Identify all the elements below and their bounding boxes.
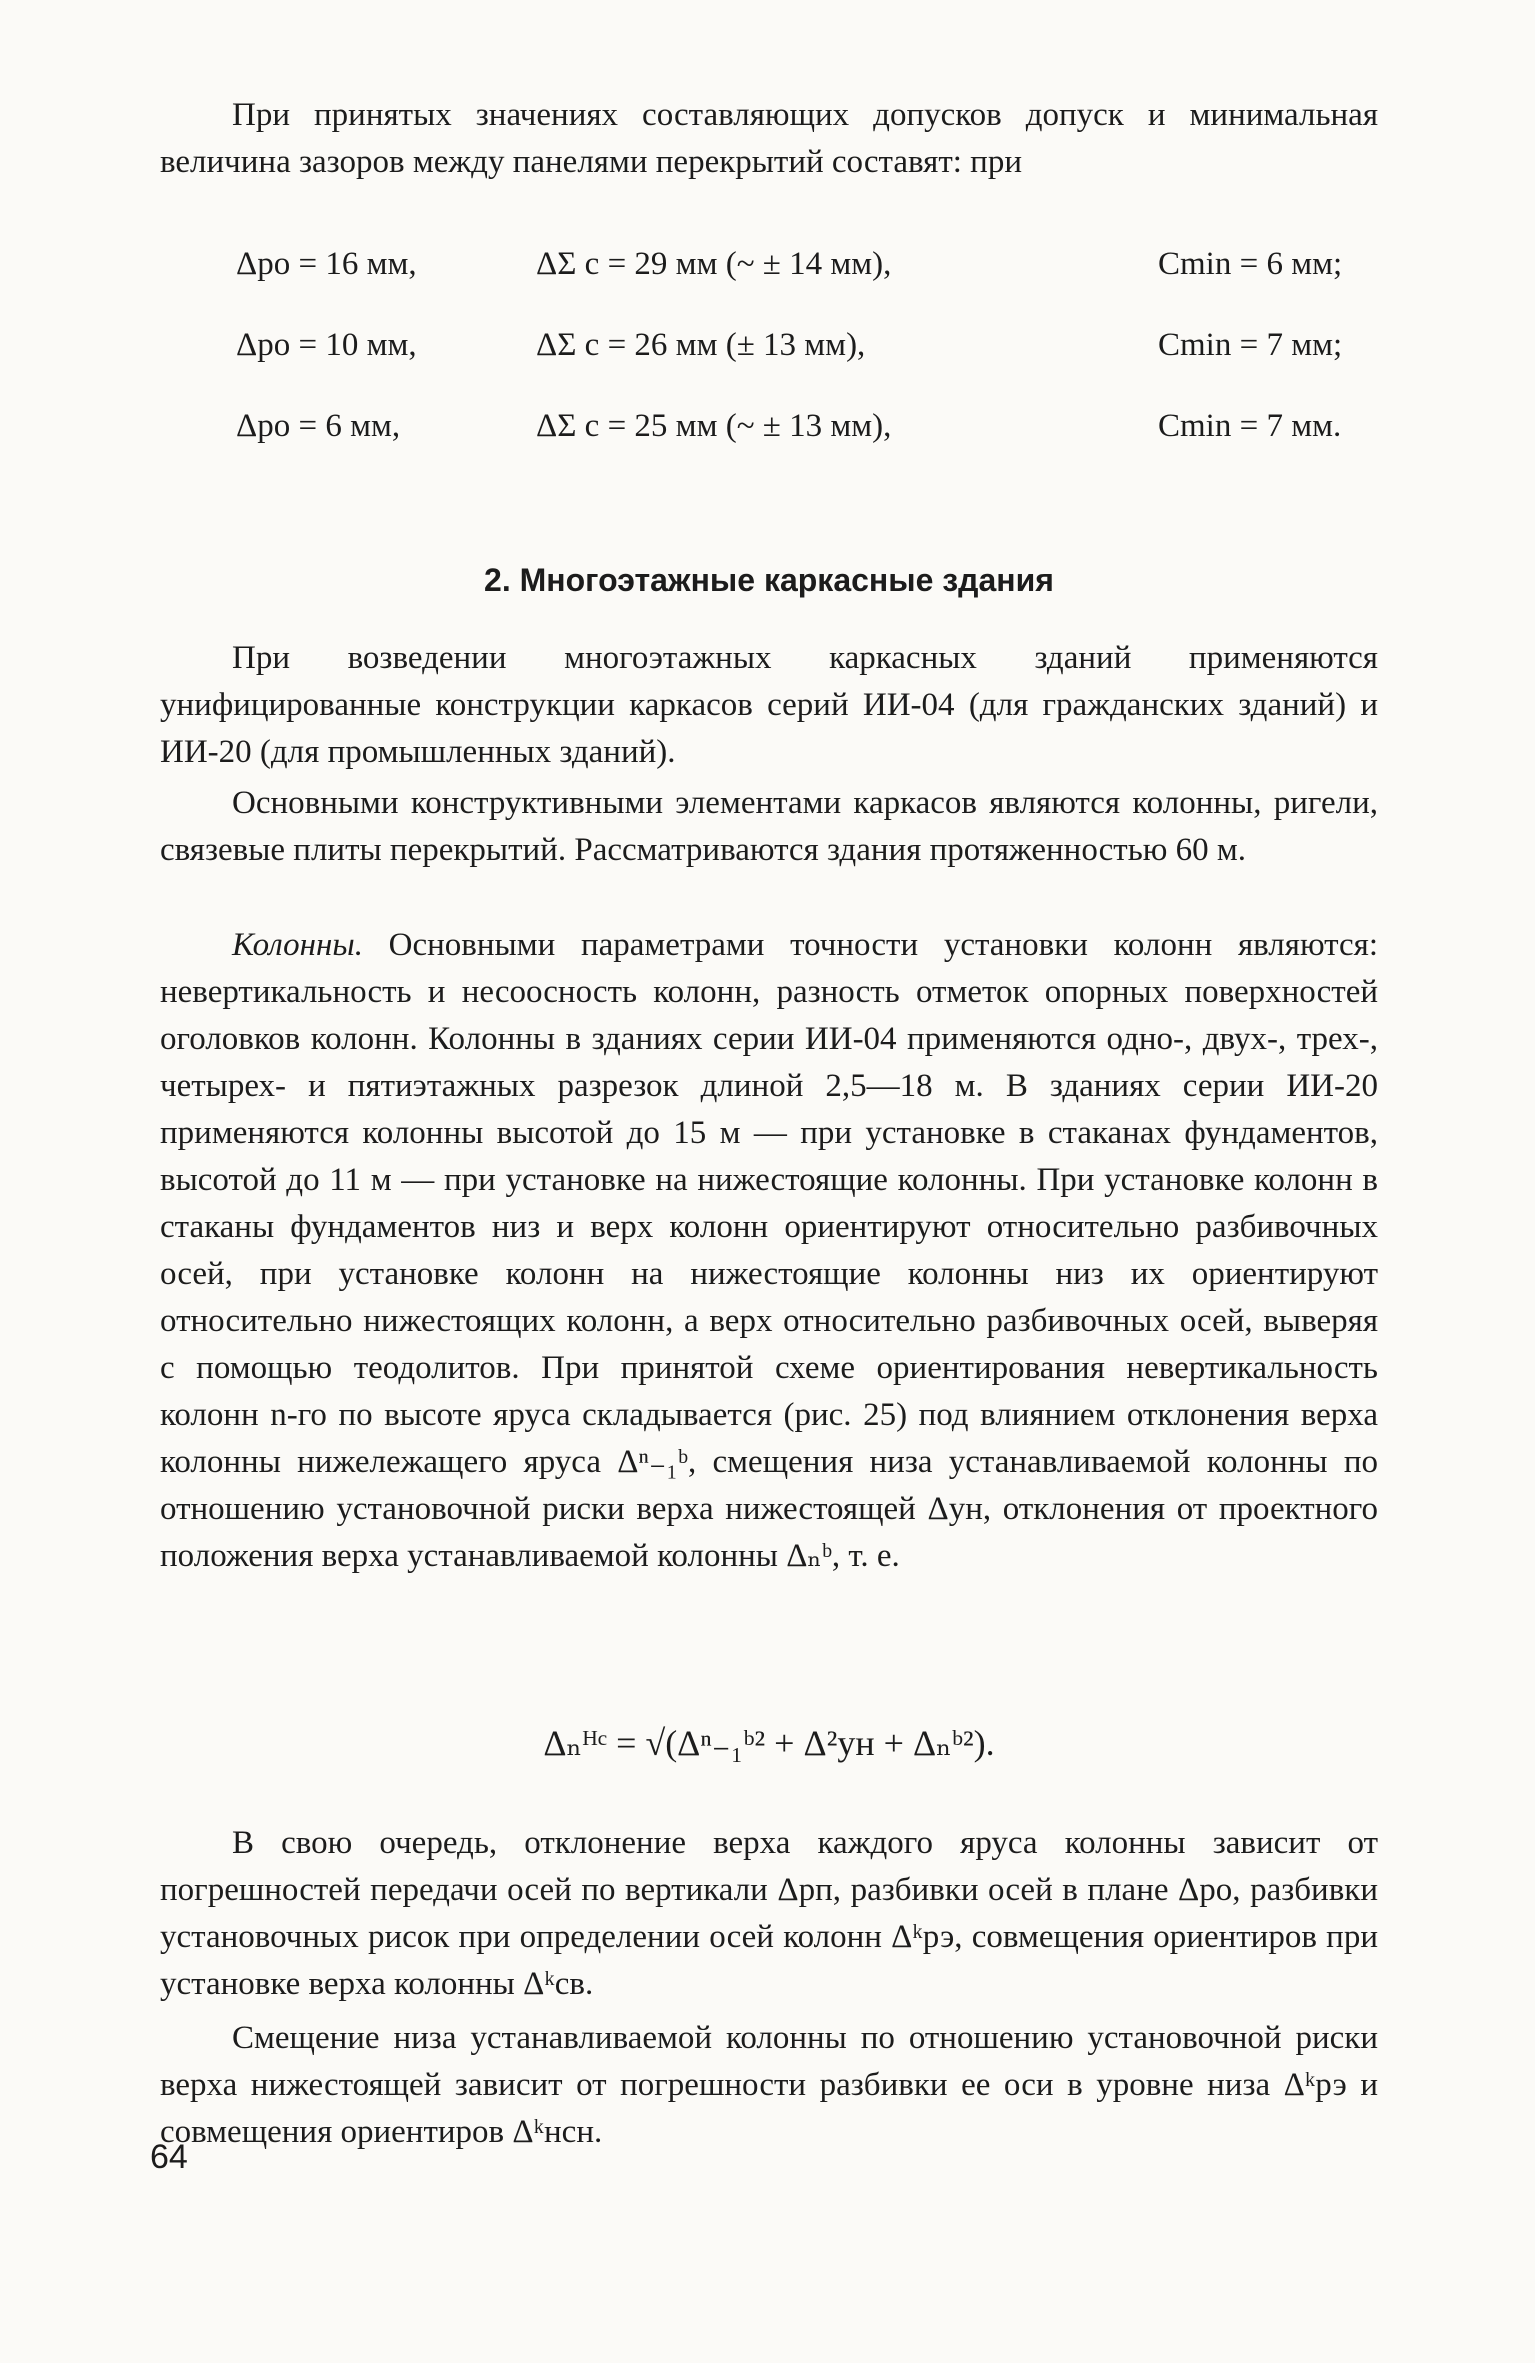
- formula: Δₙᴴᶜ = √(Δⁿ₋₁ᵇ² + Δ²ун + Δₙᵇ²).: [543, 1723, 995, 1763]
- tolerance-row: [236, 246, 1378, 306]
- paragraph-series: При возведении многоэтажных каркасных зданий применяются унифицированные конструкции каркасов серий ИИ-04 (для гражданских зданий) и ИИ-20 (для промышленных зданий).: [160, 640, 1378, 770]
- dsum-value: ΔΣ с = 26 мм (± 13 мм),: [536, 327, 866, 363]
- cmin-value: Cmin = 6 мм;: [1158, 246, 1343, 282]
- columns-text: Основными параметрами точности установки колонн являются: невертикальность и несоосность колонн, разность отметок опорных поверхностей оголовков колонн. Колонны в зданиях серии ИИ-04 применяются одно-, двух-, трех-, четырех- и пятиэтажных разрезок длиной 2,5—18 м. В зданиях серии ИИ-20 применяются колонны высотой до 15 м — при установке в стаканах фундаментов, высотой до 11 м — при установке на нижестоящие колонны. При установке колонн в стаканы фундаментов низ и верх колонн ориентируют относительно разбивочных осей, при установке колонн на нижестоящие колонны низ их ориентируют относительно нижестоящих колонн, а верх относительно разбивочных осей, выверяя с помощью теодолитов. При принятой схеме ориентирования невертикальность колонн n-го по высоте яруса складывается (рис. 25) под влиянием отклонения верха колонны нижележащего яруса Δⁿ₋₁ᵇ, смещения низа устанавливаемой колонны по отношению установочной риски верха нижестоящей Δун, отклонения от проектного положения верха устанавливаемой колонны Δₙᵇ, т. е.: [160, 927, 1378, 1574]
- dpo-value: Δро = 10 мм,: [236, 327, 417, 363]
- section-heading: 2. Многоэтажные каркасные здания: [484, 562, 1054, 598]
- cmin-value: Cmin = 7 мм.: [1158, 408, 1342, 444]
- columns-lead: Колонны.: [232, 927, 363, 963]
- paragraph-elements: Основными конструктивными элементами каркасов являются колонны, ригели, связевые плиты перекрытий. Рассматриваются здания протяженностью 60 м.: [160, 785, 1378, 868]
- paragraph-deviation: В свою очередь, отклонение верха каждого яруса колонны зависит от погрешностей передачи осей по вертикали Δрп, разбивки осей в плане Δро, разбивки установочных рисок при определении осей колонн Δᵏрэ, совмещения ориентиров при установке верха колонны Δᵏсв.: [160, 1825, 1378, 2002]
- dsum-value: ΔΣ с = 25 мм (~ ± 13 мм),: [536, 408, 892, 444]
- cmin-value: Cmin = 7 мм;: [1158, 327, 1343, 363]
- paragraph-offset: Смещение низа устанавливаемой колонны по отношению установочной риски верха нижестоящей зависит от погрешности разбивки ее оси в уровне низа Δᵏрэ и совмещения ориентиров Δᵏнсн.: [160, 2020, 1378, 2150]
- page-number: 64: [150, 2138, 188, 2176]
- dpo-value: Δро = 6 мм,: [236, 408, 401, 444]
- intro-paragraph: При принятых значениях составляющих допусков допуск и минимальная величина зазоров между панелями перекрытий составят: при: [160, 97, 1378, 180]
- dpo-value: Δро = 16 мм,: [236, 246, 417, 282]
- tolerance-row: [236, 408, 1378, 468]
- tolerance-row: [236, 327, 1378, 387]
- paragraph-columns: [160, 922, 1378, 1580]
- dsum-value: ΔΣ с = 29 мм (~ ± 14 мм),: [536, 246, 892, 282]
